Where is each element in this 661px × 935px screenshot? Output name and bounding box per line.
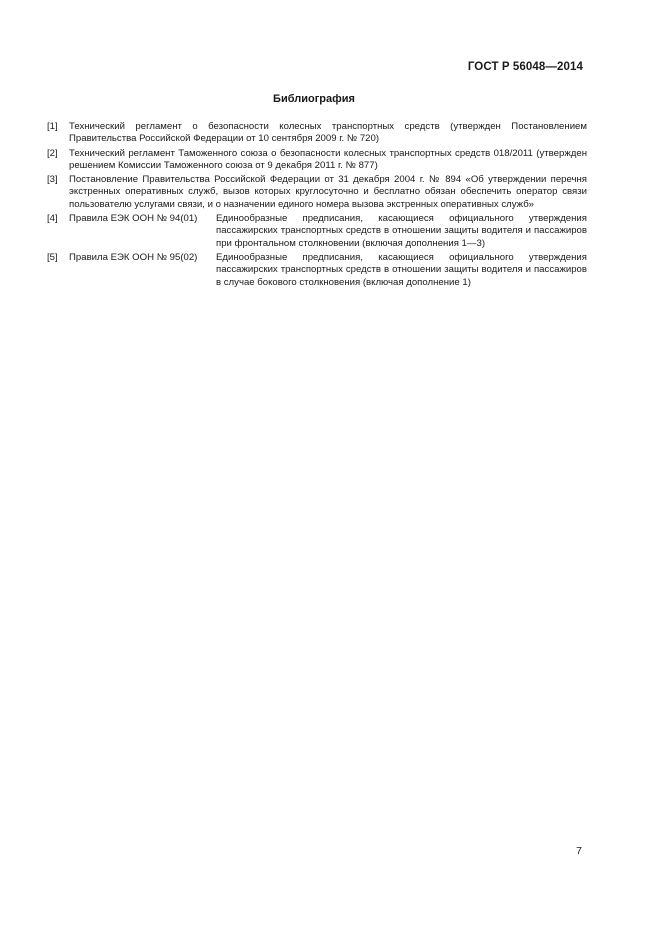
bibliography-entry-5	[47, 252, 587, 289]
entry-text: Единообразные предписания, касающиеся официального утверждения пассажирских транспортных средств в отношении защиты водителя и пассажиров при фронтальном столкновении (включая дополнения 1—3)	[216, 213, 587, 249]
entry-number: [4]	[47, 213, 58, 225]
bibliography-entry-2	[47, 148, 587, 173]
entry-number: [3]	[47, 174, 58, 186]
bibliography-entry-3	[47, 174, 587, 211]
bibliography-list	[47, 121, 587, 289]
section-title: Библиография	[273, 93, 355, 105]
entry-text: Постановление Правительства Российской Федерации от 31 декабря 2004 г. № 894 «Об утверждении перечня экстренных оперативных служб, вызов которых круглосуточно и бесплатно обязан обеспечить оператор связи пользователю услугами связи, и о назначении единого номера вызова экстренных оперативных служб»	[69, 174, 587, 210]
entry-reference: Правила ЕЭК ООН № 95(02)	[69, 251, 198, 263]
entry-text: Единообразные предписания, касающиеся официального утверждения пассажирских транспортных средств в отношении защиты водителя и пассажиров в случае бокового столкновения (включая дополнение 1)	[216, 251, 587, 288]
bibliography-entry-4	[47, 213, 587, 250]
entry-number: [5]	[47, 251, 58, 263]
bibliography-entry-1	[47, 121, 587, 146]
page-number: 7	[576, 845, 582, 857]
entry-reference: Правила ЕЭК ООН № 94(01)	[69, 213, 198, 225]
entry-text: Технический регламент Таможенного союза о безопасности колесных транспортных средств 018/2011 (утвержден решением Комиссии Таможенного союза от 9 декабря 2011 г. № 877)	[69, 147, 587, 171]
entry-text: Технический регламент о безопасности колесных транспортных средств (утвержден Постановлением Правительства Российской Федерации от 10 сентября 2009 г. № 720)	[69, 121, 587, 145]
document-code: ГОСТ Р 56048—2014	[467, 61, 583, 73]
entry-number: [2]	[47, 147, 58, 159]
entry-number: [1]	[47, 121, 58, 132]
